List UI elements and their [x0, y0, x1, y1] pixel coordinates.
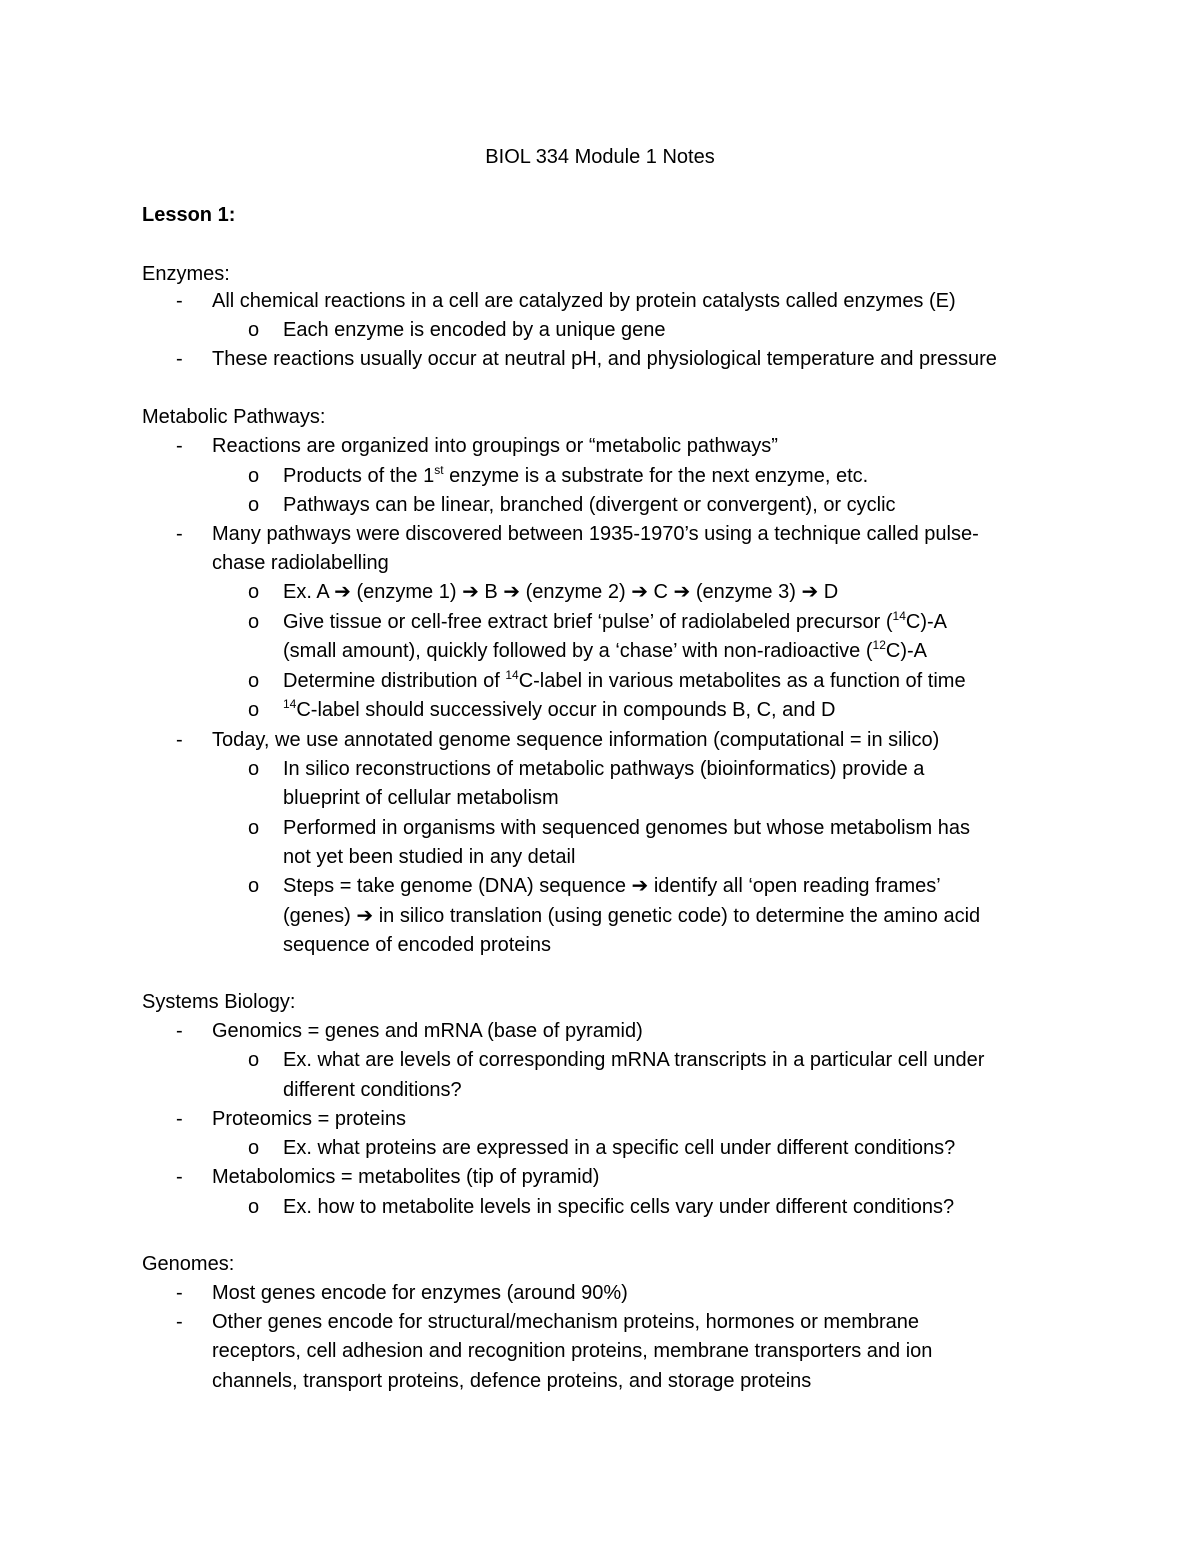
dash-bullet: - — [176, 1108, 183, 1130]
list-item-continuation: not yet been studied in any detail — [283, 846, 576, 868]
list-item: Products of the 1st enzyme is a substrate for the next enzyme, etc. — [283, 463, 869, 487]
circle-bullet: o — [248, 699, 260, 721]
arrow-icon: ➔ — [356, 905, 374, 927]
dash-bullet: - — [176, 1020, 183, 1042]
list-item: Ex. what are levels of corresponding mRNA transcripts in a particular cell under — [283, 1049, 985, 1071]
list-item: Genomics = genes and mRNA (base of pyramid) — [212, 1020, 643, 1042]
arrow-icon: ➔ — [334, 581, 351, 603]
circle-bullet: o — [248, 875, 260, 897]
circle-bullet: o — [248, 319, 260, 341]
dash-bullet: - — [176, 435, 183, 457]
dash-bullet: - — [176, 1282, 183, 1304]
list-item-continuation: receptors, cell adhesion and recognition proteins, membrane transporters and ion — [212, 1340, 933, 1362]
dash-bullet: - — [176, 1166, 183, 1188]
list-item: Other genes encode for structural/mechanism proteins, hormones or membrane — [212, 1311, 920, 1333]
section-heading-genomes: Genomes: — [142, 1253, 235, 1275]
circle-bullet: o — [248, 465, 260, 487]
circle-bullet: o — [248, 1196, 260, 1218]
arrow-icon: ➔ — [462, 581, 479, 603]
arrow-icon: ➔ — [631, 581, 648, 603]
list-item-continuation: different conditions? — [283, 1079, 462, 1101]
list-item: Pathways can be linear, branched (divergent or convergent), or cyclic — [283, 494, 896, 516]
list-item-continuation: (small amount), quickly followed by a ‘chase’ with non-radioactive ($^{12}$C)-A — [283, 638, 927, 662]
arrow-icon: ➔ — [673, 581, 691, 603]
circle-bullet: o — [248, 670, 260, 692]
circle-bullet: o — [248, 581, 260, 603]
circle-bullet: o — [248, 1137, 260, 1159]
list-item: Many pathways were discovered between 1935-1970’s using a technique called pulse- — [212, 523, 979, 545]
list-item: Give tissue or cell-free extract brief ‘pulse’ of radiolabeled precursor ($^{14}$C)-A — [283, 609, 947, 633]
list-item: Ex. what proteins are expressed in a specific cell under different conditions? — [283, 1137, 956, 1159]
list-item: Each enzyme is encoded by a unique gene — [283, 319, 666, 341]
list-item: All chemical reactions in a cell are catalyzed by protein catalysts called enzymes (E) — [212, 290, 956, 312]
page-title: BIOL 334 Module 1 Notes — [485, 146, 715, 168]
list-item-continuation: channels, transport proteins, defence proteins, and storage proteins — [212, 1370, 812, 1392]
circle-bullet: o — [248, 817, 260, 839]
list-item: Metabolomics = metabolites (tip of pyramid) — [212, 1166, 600, 1188]
arrow-icon: ➔ — [801, 581, 819, 603]
list-item-continuation: sequence of encoded proteins — [283, 934, 551, 956]
list-item: Reactions are organized into groupings or “metabolic pathways” — [212, 435, 778, 457]
list-item: Most genes encode for enzymes (around 90%) — [212, 1282, 628, 1304]
circle-bullet: o — [248, 1049, 260, 1071]
lesson-heading: Lesson 1: — [142, 204, 236, 226]
dash-bullet: - — [176, 523, 183, 545]
list-item: Steps = take genome (DNA) sequence ➔ identify all ‘open reading frames’ — [283, 875, 941, 897]
list-item: Today, we use annotated genome sequence information (computational = in silico) — [212, 729, 940, 751]
list-item: These reactions usually occur at neutral pH, and physiological temperature and pressure — [212, 348, 997, 370]
dash-bullet: - — [176, 729, 183, 751]
list-item: In silico reconstructions of metabolic pathways (bioinformatics) provide a — [283, 758, 925, 780]
arrow-icon: ➔ — [503, 581, 521, 603]
dash-bullet: - — [176, 290, 183, 312]
dash-bullet: - — [176, 1311, 183, 1333]
section-heading-metabolic-pathways: Metabolic Pathways: — [142, 406, 326, 428]
list-item: $^{14}$C-label should successively occur in compounds B, C, and D — [283, 697, 836, 721]
list-item: Ex. how to metabolite levels in specific cells vary under different conditions? — [283, 1196, 955, 1218]
list-item-continuation: (genes) ➔ in silico translation (using genetic code) to determine the amino acid — [283, 905, 981, 927]
circle-bullet: o — [248, 611, 260, 633]
list-item: Determine distribution of $^{14}$C-label in various metabolites as a function of time — [283, 668, 966, 692]
section-heading-enzymes: Enzymes: — [142, 263, 230, 285]
list-item: Proteomics = proteins — [212, 1108, 406, 1130]
circle-bullet: o — [248, 758, 260, 780]
dash-bullet: - — [176, 348, 183, 370]
section-heading-systems-biology: Systems Biology: — [142, 991, 296, 1013]
list-item-continuation: blueprint of cellular metabolism — [283, 787, 559, 809]
list-item-continuation: chase radiolabelling — [212, 552, 389, 574]
arrow-icon: ➔ — [631, 875, 649, 897]
list-item: Performed in organisms with sequenced genomes but whose metabolism has — [283, 817, 971, 839]
list-item: Ex. A ➔ (enzyme 1) ➔ B ➔ (enzyme 2) ➔ C ➔ (enzyme 3) ➔ D — [283, 581, 839, 603]
circle-bullet: o — [248, 494, 260, 516]
